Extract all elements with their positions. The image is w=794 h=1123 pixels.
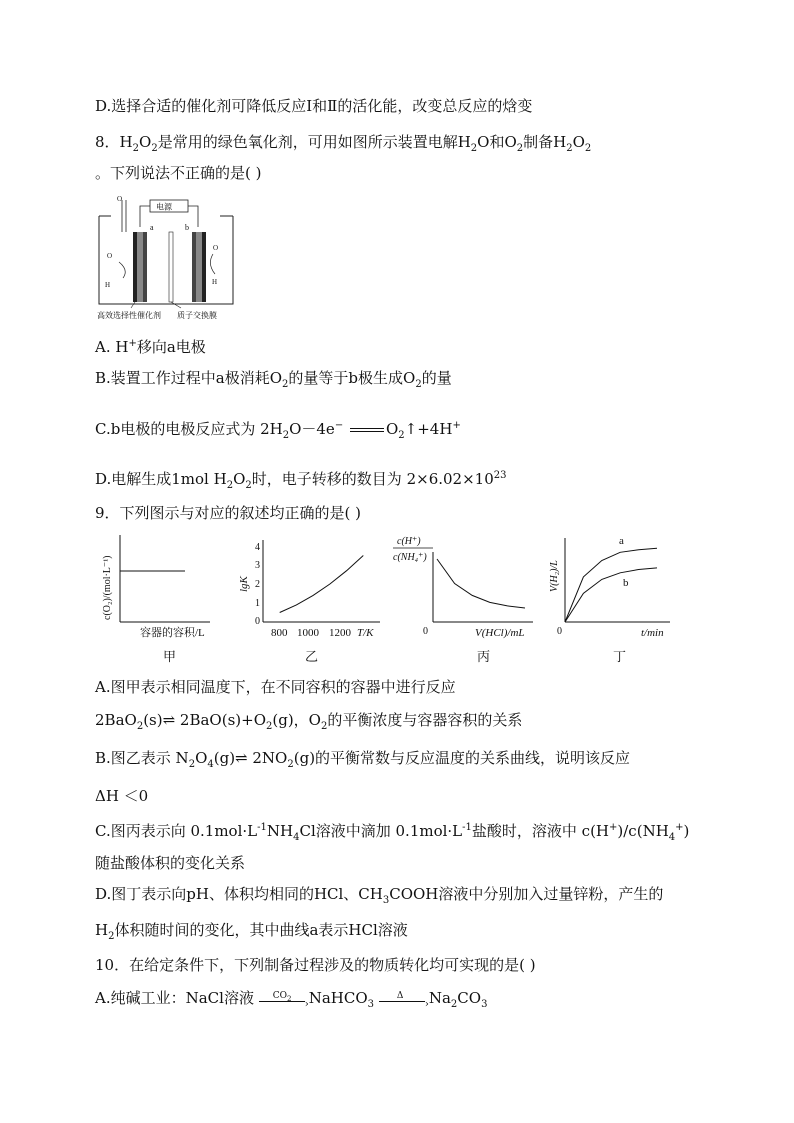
svg-text:a: a — [150, 223, 154, 232]
arrow-heat: Δ › — [379, 992, 429, 1006]
electrode-b — [196, 232, 202, 302]
chart-yi-series-curve — [280, 556, 364, 613]
chart-jia-xlabel: 容器的容积/L — [140, 627, 205, 639]
svg-text:0: 0 — [423, 626, 428, 637]
chart-yi — [238, 540, 380, 664]
q9-option-a-line1: A.图甲表示相同温度下，在不同容积的容器中进行反应 — [95, 678, 456, 696]
proton-exchange-membrane — [169, 232, 173, 302]
q8-stem: 8．$H_2O_2$是常用的绿色氧化剂，可用如图所示装置电解$H_2O$和$O_2$制备$H_2O_2$ — [95, 133, 592, 154]
svg-text:O: O — [107, 252, 113, 260]
q9-option-d-line1: D.图丁表示向pH、体积均相同的HCl、$CH_3COOH$溶液中分别加入过量锌粉，产生的 — [95, 885, 664, 906]
svg-text:1200: 1200 — [329, 627, 351, 639]
chart-ding-ylabel: V(H₂)/L — [549, 560, 560, 592]
q10-stem: 10．在给定条件下，下列制备过程涉及的物质转化均可实现的是( ) — [95, 956, 536, 974]
svg-text:0: 0 — [557, 626, 562, 637]
chart-ding-xlabel: t/min — [641, 627, 664, 639]
chart-ding-label-b: b — [623, 577, 629, 589]
q9-option-b-line2: ΔH ＜0 — [95, 787, 149, 805]
q7-option-d: D.选择合适的催化剂可降低反应Ⅰ和Ⅱ的活化能，改变总反应的焓变 — [95, 97, 533, 115]
svg-text:3: 3 — [255, 560, 260, 571]
svg-text:O: O — [213, 244, 219, 252]
arrow-co2: $CO_2$ › — [259, 992, 309, 1006]
chart-yi-xlabel: T/K — [357, 627, 374, 639]
q9-option-b-line1: B.图乙表示 $N_2O_4(g)\rightleftharpoons$ $2NO_2(g)$的平衡常数与反应温度的关系曲线，说明该反应 — [95, 749, 631, 770]
svg-text:800: 800 — [271, 627, 288, 639]
q8-stem-tail: 。下列说法不正确的是( ) — [95, 164, 262, 182]
chart-ding-label-a: a — [619, 535, 624, 547]
chart-ding-series-a — [565, 548, 657, 622]
electrode-a — [137, 232, 143, 302]
q8-option-c: C.b电极的电极反应式为 $2H_2O-4e^-$ $O_2↑+4H^+$ — [95, 420, 461, 441]
svg-text:4: 4 — [255, 542, 260, 553]
q9-stem: 9．下列图示与对应的叙述均正确的是( ) — [95, 504, 362, 522]
chart-yi-ylabel: lgK — [238, 576, 250, 592]
q8-option-d: D.电解生成1mol $H_2O_2$时，电子转移的数目为 $2\times 6.02\times 10^{23}$ — [95, 470, 507, 491]
svg-text:2: 2 — [255, 579, 260, 590]
electrolysis-apparatus-figure — [95, 192, 255, 322]
chart-bing-xlabel: V(HCl)/mL — [475, 627, 525, 639]
svg-text:O: O — [117, 195, 123, 203]
chart-yi-caption: 乙 — [305, 649, 319, 664]
q9-option-c-line2: 随盐酸体积的变化关系 — [95, 854, 246, 872]
chart-jia-ylabel: c(O₂)/(mol·L⁻¹) — [102, 555, 113, 620]
svg-text:H: H — [212, 278, 218, 286]
membrane-caption: 质子交换膜 — [177, 311, 217, 320]
svg-text:1: 1 — [255, 598, 260, 609]
chart-jia — [102, 535, 210, 664]
chart-bing-caption: 丙 — [477, 649, 491, 664]
power-label: 电源 — [156, 202, 172, 212]
q8-option-a: A. H+移向a电极 — [95, 338, 206, 356]
svg-text:1000: 1000 — [297, 627, 319, 639]
q10-option-a: A.纯碱工业：NaCl溶液 $CO_2$ › NaHCO$_3$ Δ › $Na_2CO_3$ — [95, 989, 488, 1010]
chart-jia-caption: 甲 — [163, 649, 177, 664]
chart-bing-ylabel-num: c(H⁺) — [397, 536, 421, 547]
chart-ding — [549, 535, 670, 664]
chart-bing — [393, 536, 533, 664]
chart-ding-caption: 丁 — [613, 649, 627, 664]
q8-option-b: B.装置工作过程中a极消耗$O_2$的量等于b极生成$O_2$的量 — [95, 369, 452, 390]
q9-option-a-line2: 2BaO$_2$(s)⇌ $2BaO(s)+O_2(g)$，$O_2$的平衡浓度与容器容积的关系 — [95, 711, 523, 732]
q9-option-c-line1: C.图丙表示向 $0.1mol\cdot L^{-1}NH_4Cl$溶液中滴加 $0.1mol\cdot L^{-1}$盐酸时，溶液中 $c(H^+)/c(NH_4^+)$ — [95, 822, 690, 843]
svg-text:b: b — [185, 223, 189, 232]
chart-ding-series-b — [565, 568, 657, 622]
q9-option-d-line2: $H_2$体积随时间的变化，其中曲线a表示HCl溶液 — [95, 921, 408, 942]
chart-bing-series-curve — [437, 559, 525, 608]
chart-bing-ylabel-den: c(NH₄⁺) — [393, 552, 427, 563]
catalyst-layer — [133, 232, 137, 302]
svg-text:H: H — [105, 281, 111, 289]
svg-text:0: 0 — [255, 616, 260, 627]
q9-charts — [95, 530, 695, 670]
catalyst-caption: 高效选择性催化剂 — [97, 311, 161, 320]
